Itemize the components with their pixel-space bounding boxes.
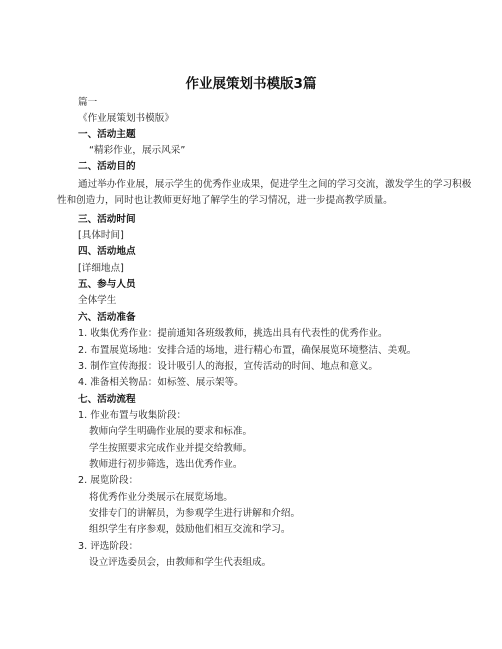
section-label: 篇一 (78, 97, 98, 108)
prep-item-3: 3. 制作宣传海报：设计吸引人的海报，宣传活动的时间、地点和意义。 (78, 361, 379, 372)
prep-item-1: 1. 收集优秀作业：提前通知各班级教师，挑选出具有代表性的优秀作业。 (78, 328, 388, 339)
heading-preparation: 六、活动准备 (78, 312, 136, 323)
process-step-3: 3. 评选阶段： (78, 541, 139, 552)
book-title: 《作业展策划书模版》 (78, 113, 174, 124)
participants-text: 全体学生 (78, 295, 117, 306)
process-step-2-detail-1: 将优秀作业分类展示在展览场地。 (89, 492, 233, 503)
process-step-1: 1. 作业布置与收集阶段： (78, 410, 187, 421)
theme-text: “精彩作业，展示风采” (89, 145, 186, 156)
prep-item-4: 4. 准备相关物品：如标签、展示架等。 (78, 377, 244, 388)
process-step-1-detail-2: 学生按照要求完成作业并提交给教师。 (89, 443, 253, 454)
purpose-paragraph: 通过举办作业展，展示学生的优秀作业成果，促进学生之间的学习交流，激发学生的学习积极性和创造力，同时也让教师更好地了解学生的学习情况，进一步提高教学质量。 (57, 179, 472, 206)
process-step-1-detail-1: 教师向学生明确作业展的要求和标准。 (89, 426, 253, 437)
process-step-1-detail-3: 教师进行初步筛选，选出优秀作业。 (89, 459, 243, 470)
document-title: 作业展策划书模版3篇 (185, 76, 317, 92)
process-step-2-detail-2: 安排专门的讲解员，为参观学生进行讲解和介绍。 (89, 508, 301, 519)
process-step-2: 2. 展览阶段： (78, 475, 139, 486)
heading-process: 七、活动流程 (78, 394, 136, 405)
heading-location: 四、活动地点 (78, 246, 136, 257)
time-text: [具体时间] (78, 230, 124, 241)
process-step-2-detail-3: 组织学生有序参观，鼓励他们相互交流和学习。 (89, 524, 291, 535)
heading-participants: 五、参与人员 (78, 279, 136, 290)
heading-time: 三、活动时间 (78, 214, 136, 225)
heading-theme: 一、活动主题 (78, 129, 136, 140)
prep-item-2: 2. 布置展览场地：安排合适的场地，进行精心布置，确保展览环境整洁、美观。 (78, 345, 417, 356)
process-step-3-detail-1: 设立评选委员会，由教师和学生代表组成。 (89, 557, 272, 568)
heading-purpose: 二、活动目的 (78, 161, 136, 172)
location-text: [详细地点] (78, 263, 124, 274)
